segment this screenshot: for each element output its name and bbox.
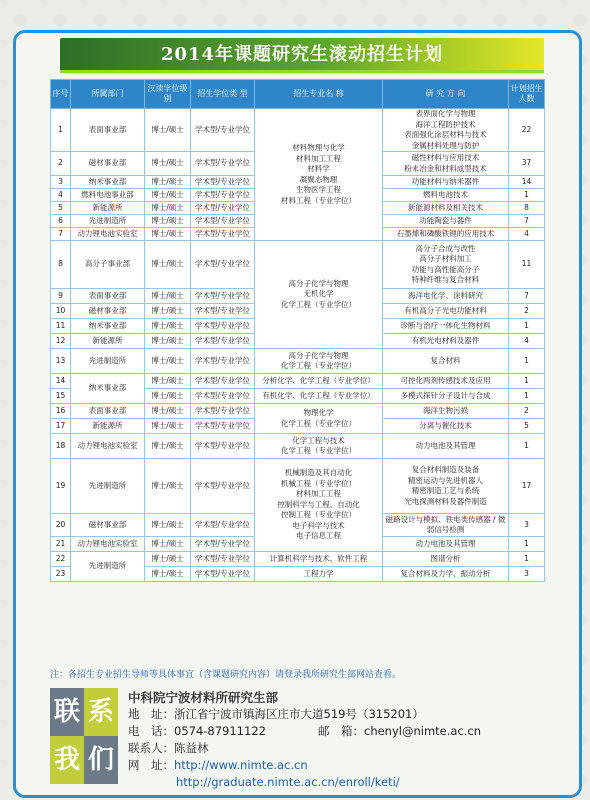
cell-direction: 多模式探针分子设计与合成 <box>383 389 509 404</box>
cell-level: 博士/硕士 <box>145 514 191 537</box>
cell-type: 学术型/专业学位 <box>191 567 255 582</box>
cell-count: 1 <box>509 389 545 404</box>
cell-direction: 动力电池及其管理 <box>383 537 509 552</box>
cell-type: 学术型/专业学位 <box>191 404 255 419</box>
cell-dept: 纳米事业部 <box>71 374 145 404</box>
header-no: 序号 <box>51 80 71 109</box>
cell-direction: 分离与催化技术 <box>383 419 509 434</box>
cell-no: 12 <box>51 334 71 349</box>
cell-dept: 表面事业部 <box>71 289 145 304</box>
cell-count: 7 <box>509 215 545 228</box>
cell-count: 8 <box>509 202 545 215</box>
cell-type: 学术型/专业学位 <box>191 334 255 349</box>
table-row <box>51 109 545 152</box>
cell-no: 13 <box>51 349 71 374</box>
cell-direction: 高分子合成与改性 高分子材料加工 功能与高性能高分子 特种纤维与复合材料 <box>383 241 509 289</box>
cell-type: 学术型/专业学位 <box>191 419 255 434</box>
cell-direction: 表界面化学与物理 海洋工程防护技术 表面强化涂层材料与技术 金属材料处理与防护 <box>383 109 509 152</box>
cell-major: 高分子化学与物理 无机化学 化学工程（专业学位） <box>255 241 383 349</box>
cell-type: 学术型/专业学位 <box>191 202 255 215</box>
cell-level: 博士/硕士 <box>145 189 191 202</box>
cell-direction: 图谱分析 <box>383 552 509 567</box>
cell-count: 2 <box>509 404 545 419</box>
address-label: 地 址： <box>128 707 174 721</box>
cell-dept: 磁材事业部 <box>71 514 145 537</box>
cell-no: 3 <box>51 176 71 189</box>
cell-type: 学术型/专业学位 <box>191 304 255 319</box>
cell-direction: 磁性材料与应用技术 粉末冶金和材料成型技术 <box>383 152 509 176</box>
cell-major: 有机化学、化学工程（专业学位） <box>255 389 383 404</box>
website-label: 网 址： <box>128 758 174 772</box>
cell-no: 21 <box>51 537 71 552</box>
cell-dept: 先进制造所 <box>71 349 145 374</box>
cell-level: 博士/硕士 <box>145 109 191 152</box>
cell-type: 学术型/专业学位 <box>191 189 255 202</box>
table-row <box>51 434 545 459</box>
website-link-2[interactable]: http://graduate.nimte.ac.cn/enroll/keti/ <box>176 775 400 789</box>
cell-level: 博士/硕士 <box>145 552 191 567</box>
cell-count: 7 <box>509 289 545 304</box>
cell-no: 7 <box>51 228 71 241</box>
cell-level: 博士/硕士 <box>145 537 191 552</box>
cell-dept: 表面事业部 <box>71 109 145 152</box>
cell-major: 化学工程与技术 化学工程（专业学位） <box>255 434 383 459</box>
cell-dept: 磁材事业部 <box>71 304 145 319</box>
cell-type: 学术型/专业学位 <box>191 319 255 334</box>
table-header <box>51 80 545 109</box>
cell-level: 博士/硕士 <box>145 334 191 349</box>
cell-count: 1 <box>509 189 545 202</box>
cell-direction: 海洋电化学、涂料研究 <box>383 289 509 304</box>
cell-level: 博士/硕士 <box>145 349 191 374</box>
website-line-2 <box>128 774 568 791</box>
cell-direction: 可控化两剂传感技术及应用 <box>383 374 509 389</box>
cell-type: 学术型/专业学位 <box>191 289 255 304</box>
cell-direction: 复合材料 <box>383 349 509 374</box>
cell-type: 学术型/专业学位 <box>191 215 255 228</box>
phone-email-line <box>128 723 568 740</box>
cell-type: 学术型/专业学位 <box>191 152 255 176</box>
cell-major: 物理化学 化学工程（专业学位） <box>255 404 383 434</box>
cell-count: 1 <box>509 319 545 334</box>
address-line <box>128 706 568 723</box>
cell-no: 1 <box>51 109 71 152</box>
cell-direction: 功能材料与纳米器件 <box>383 176 509 189</box>
table-body <box>51 109 545 582</box>
cell-count: 1 <box>509 552 545 567</box>
cell-type: 学术型/专业学位 <box>191 228 255 241</box>
cell-no: 19 <box>51 459 71 514</box>
cell-direction: 新能源材料及相关技术 <box>383 202 509 215</box>
contact-info <box>128 689 568 791</box>
cell-type: 学术型/专业学位 <box>191 537 255 552</box>
cell-no: 5 <box>51 202 71 215</box>
cell-level: 博士/硕士 <box>145 567 191 582</box>
cell-direction: 石墨烯和磷酸铁锂的应用技术 <box>383 228 509 241</box>
cell-dept: 新能源所 <box>71 334 145 349</box>
cell-dept: 纳米事业部 <box>71 176 145 189</box>
table-row <box>51 374 545 389</box>
cell-level: 博士/硕士 <box>145 202 191 215</box>
cell-dept: 先进制造所 <box>71 552 145 582</box>
table-row <box>51 241 545 289</box>
cell-direction: 诊断与治疗一体化生物材料 <box>383 319 509 334</box>
cell-level: 博士/硕士 <box>145 152 191 176</box>
cell-major: 计算机科学与技术、软件工程 <box>255 552 383 567</box>
enrollment-table-wrap <box>50 79 544 582</box>
cell-level: 博士/硕士 <box>145 289 191 304</box>
cell-direction: 复合材料制造及装备 精密运动与先进机器人 精密制造工艺与系统 光电探测材料及器件制造 <box>383 459 509 514</box>
cell-no: 18 <box>51 434 71 459</box>
website-link-1[interactable]: http://www.nimte.ac.cn <box>174 758 308 772</box>
header-count: 计划招生人数 <box>509 80 545 109</box>
table-row <box>51 349 545 374</box>
cell-count: 22 <box>509 109 545 152</box>
cell-level: 博士/硕士 <box>145 374 191 389</box>
email-value[interactable]: chenyl@nimte.ac.cn <box>364 724 482 738</box>
cell-dept: 纳米事业部 <box>71 319 145 334</box>
cell-direction: 有机高分子光电功能材料 <box>383 304 509 319</box>
cell-no: 6 <box>51 215 71 228</box>
header-major: 招生专业名 称 <box>255 80 383 109</box>
cell-count: 2 <box>509 304 545 319</box>
cell-major: 分析化学、化学工程（专业学位） <box>255 374 383 389</box>
person-value: 陈益林 <box>174 741 209 755</box>
cell-dept: 动力锂电池实验室 <box>71 434 145 459</box>
cell-direction: 海洋生物污损 <box>383 404 509 419</box>
cell-type: 学术型/专业学位 <box>191 241 255 289</box>
cell-direction: 有机光电材料及器件 <box>383 334 509 349</box>
enrollment-table <box>50 79 545 582</box>
cell-level: 博士/硕士 <box>145 319 191 334</box>
cell-no: 22 <box>51 552 71 567</box>
table-row <box>51 552 545 567</box>
cell-major: 机械制造及其自动化 机械工程（专业学位） 材料加工工程 控制科学与工程、自动化 控制工程（专业学位） 电子科学与技术 电子信息工程 <box>255 459 383 552</box>
logo-char: 联 <box>50 688 84 736</box>
cell-type: 学术型/专业学位 <box>191 552 255 567</box>
cell-no: 16 <box>51 404 71 419</box>
cell-dept: 表面事业部 <box>71 404 145 419</box>
cell-type: 学术型/专业学位 <box>191 389 255 404</box>
cell-dept: 高分子事业部 <box>71 241 145 289</box>
cell-count: 1 <box>509 374 545 389</box>
cell-type: 学术型/专业学位 <box>191 349 255 374</box>
cell-dept: 先进制造所 <box>71 459 145 514</box>
cell-count: 3 <box>509 567 545 582</box>
cell-count: 1 <box>509 349 545 374</box>
cell-major: 工程力学 <box>255 567 383 582</box>
cell-type: 学术型/专业学位 <box>191 109 255 152</box>
person-label: 联系人： <box>128 741 174 755</box>
cell-level: 博士/硕士 <box>145 304 191 319</box>
cell-dept: 动力锂电池实验室 <box>71 228 145 241</box>
cell-type: 学术型/专业学位 <box>191 434 255 459</box>
cell-dept: 新能源所 <box>71 419 145 434</box>
contact-us-logo <box>50 688 118 788</box>
page-title: 2014年课题研究生滚动招生计划 <box>160 44 444 65</box>
phone-label: 电 话： <box>128 724 174 738</box>
cell-level: 博士/硕士 <box>145 228 191 241</box>
cell-dept: 新能源所 <box>71 202 145 215</box>
header-dept: 所属部门 <box>71 80 145 109</box>
cell-level: 博士/硕士 <box>145 215 191 228</box>
cell-direction: 磁路设计与模拟、铁电类传感器 / 微弱信号检测 <box>383 514 509 537</box>
cell-count: 1 <box>509 537 545 552</box>
org-name: 中科院宁波材料所研究生部 <box>128 690 279 705</box>
cell-type: 学术型/专业学位 <box>191 514 255 537</box>
cell-level: 博士/硕士 <box>145 404 191 419</box>
email-label: 邮 箱： <box>318 724 364 738</box>
cell-direction: 燃料电池技术 <box>383 189 509 202</box>
cell-count: 3 <box>509 514 545 537</box>
cell-dept: 先进制造所 <box>71 215 145 228</box>
cell-no: 10 <box>51 304 71 319</box>
cell-no: 17 <box>51 419 71 434</box>
cell-count: 14 <box>509 176 545 189</box>
cell-level: 博士/硕士 <box>145 434 191 459</box>
cell-no: 2 <box>51 152 71 176</box>
cell-dept: 动力锂电池实验室 <box>71 537 145 552</box>
header-level: 汉读学位级 别 <box>145 80 191 109</box>
cell-level: 博士/硕士 <box>145 389 191 404</box>
cell-count: 1 <box>509 434 545 459</box>
cell-count: 4 <box>509 334 545 349</box>
cell-count: 37 <box>509 152 545 176</box>
cell-no: 14 <box>51 374 71 389</box>
cell-no: 15 <box>51 389 71 404</box>
header-type: 招生学位类 型 <box>191 80 255 109</box>
cell-direction: 动力电池及其管理 <box>383 434 509 459</box>
cell-no: 20 <box>51 514 71 537</box>
table-row <box>51 459 545 514</box>
website-line <box>128 757 568 774</box>
logo-char: 我 <box>50 736 84 784</box>
cell-level: 博士/硕士 <box>145 459 191 514</box>
cell-count: 11 <box>509 241 545 289</box>
cell-no: 9 <box>51 289 71 304</box>
phone-value: 0574-87911122 <box>174 724 266 738</box>
cell-count: 5 <box>509 419 545 434</box>
cell-level: 博士/硕士 <box>145 176 191 189</box>
cell-direction: 功能陶瓷与器件 <box>383 215 509 228</box>
cell-no: 11 <box>51 319 71 334</box>
address-value: 浙江省宁波市镇海区庄市大道519号（315201） <box>174 707 424 721</box>
cell-no: 4 <box>51 189 71 202</box>
cell-level: 博士/硕士 <box>145 419 191 434</box>
cell-major: 高分子化学与物理 化学工程（专业学位） <box>255 349 383 374</box>
cell-level: 博士/硕士 <box>145 241 191 289</box>
cell-count: 17 <box>509 459 545 514</box>
footnote: 注：各招生专业招生导师等具体事宜（含课题研究内容）请登录我所研究生部网站查看。 <box>50 670 402 680</box>
cell-dept: 磁材事业部 <box>71 152 145 176</box>
person-line <box>128 740 568 757</box>
cell-type: 学术型/专业学位 <box>191 176 255 189</box>
cell-type: 学术型/专业学位 <box>191 459 255 514</box>
table-row <box>51 404 545 419</box>
header-direction: 研 究 方 向 <box>383 80 509 109</box>
logo-char: 系 <box>84 688 118 736</box>
cell-no: 23 <box>51 567 71 582</box>
logo-char: 们 <box>84 736 118 784</box>
cell-count: 4 <box>509 228 545 241</box>
cell-dept: 燃料电池事业部 <box>71 189 145 202</box>
cell-direction: 复合材料及力学、振动分析 <box>383 567 509 582</box>
cell-major: 材料物理与化学 材料加工工程 材料学 凝聚态物理 生物医学工程 材料工程（专业学位） <box>255 109 383 241</box>
cell-type: 学术型/专业学位 <box>191 374 255 389</box>
cell-no: 8 <box>51 241 71 289</box>
